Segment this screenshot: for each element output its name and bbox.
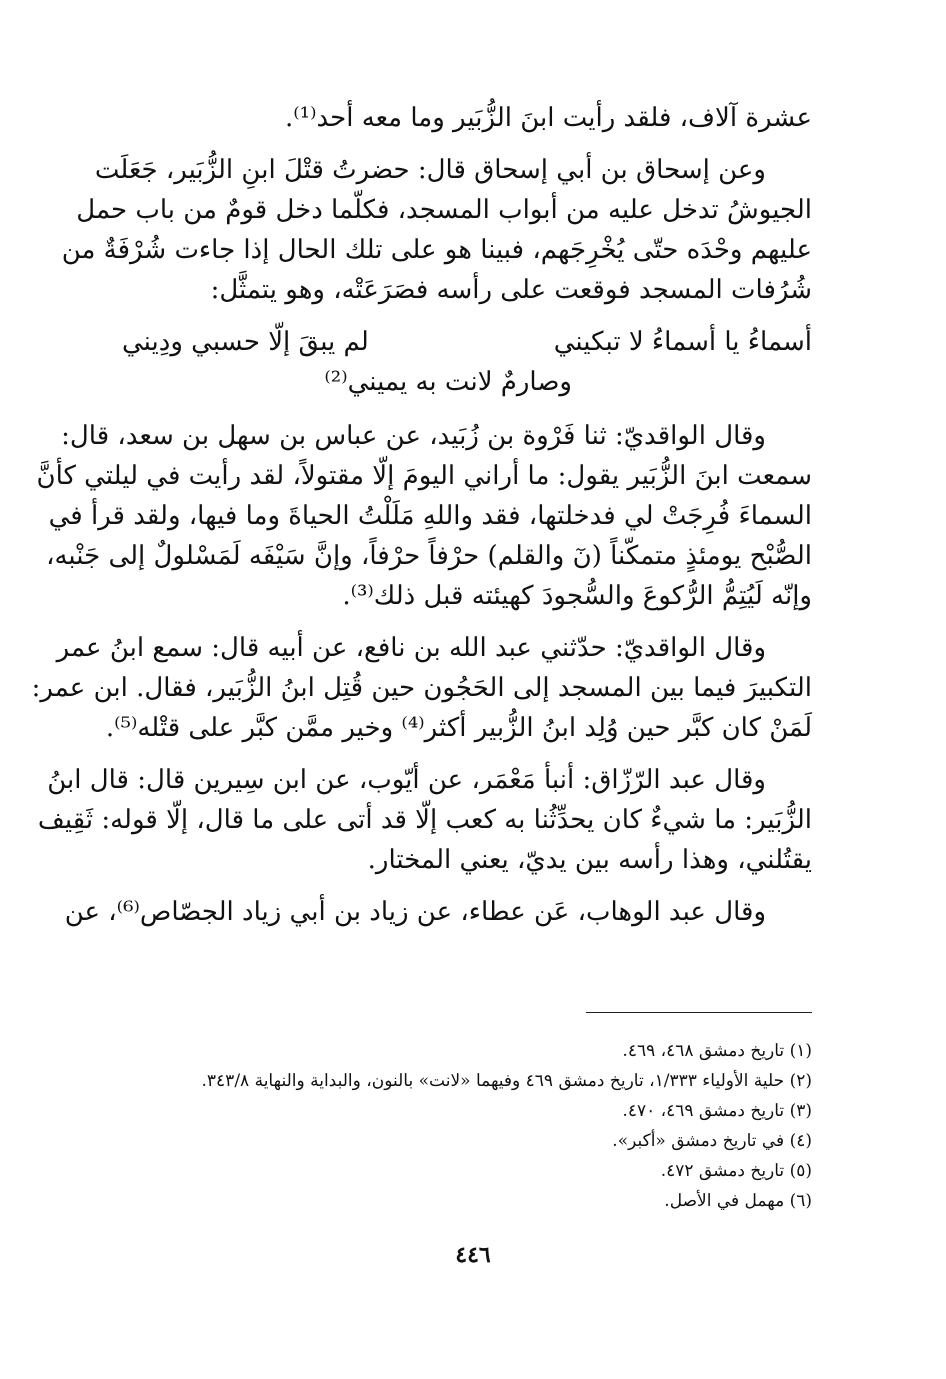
- text-line: عشرة آلاف، فلقد رأيت ابنَ الزُّبَير وما معه أحد⁽¹⁾.: [285, 103, 812, 133]
- footnote-5: (٥) تاريخ دمشق ٤٧٢.: [660, 1161, 812, 1181]
- paragraph-4: [31, 628, 812, 748]
- text-line: الصُّبْح يومئذٍ متمكّناً (نٓ والقلم) حرْفاً حرْفاً، وإنَّ سَيْفَه لَمَسْلولٌ إلى جَنْبه،: [46, 541, 812, 571]
- text-line: شُرُفات المسجد فوقعت على رأسه فصَرَعَتْه، وهو يتمثَّل:: [210, 275, 812, 305]
- verse-first-hemistich: أسماءُ يا أسماءُ لا تبكيني: [553, 327, 812, 357]
- footnote-1: (١) تاريخ دمشق ٤٦٨، ٤٦٩.: [622, 1041, 812, 1061]
- text-line: وعن إسحاق بن أبي إسحاق قال: حضرتُ قتْلَ ابنِ الزُّبَير، جَعَلَت: [94, 155, 766, 185]
- text-line: الزُّبَير: ما شيءٌ كان يحدِّثُنا به كعب إلّا قد أتى على ما قال، إلّا قوله: ثَقِيف: [37, 805, 812, 835]
- footnote-separator: [586, 1012, 812, 1013]
- text-line: يقتُلني، وهذا رأسه بين يديّ، يعني المختار.: [367, 845, 812, 875]
- text-line: وقال عبد الرّزّاق: أنبأ مَعْمَر، عن أيّوب، عن ابن سِيرين قال: قال ابنُ: [47, 765, 766, 795]
- paragraph-3: [36, 416, 812, 616]
- text-line: وقال الواقديّ: ثنا فَرْوة بن زُبَيد، عن عباس بن سهل بن سعد، قال:: [61, 421, 766, 451]
- text-line: لَمَنْ كان كبَّر حين وُلِد ابنُ الزُّبير أكثر⁽⁴⁾ وخير ممَّن كبَّر على قتْله⁽⁵⁾.: [105, 713, 812, 743]
- paragraph-5: [37, 760, 812, 880]
- footnote-2: (٢) حلية الأولياء ١/٣٣٣، تاريخ دمشق ٤٦٩ وفيهما «لانت» بالنون، والبداية والنهاية ٣٤٣/٨.: [201, 1071, 812, 1091]
- text-line: سمعت ابنَ الزُّبَير يقول: ما أراني اليومَ إلّا مقتولاً، لقد رأيت في ليلتي كأنَّ: [36, 461, 812, 491]
- verse-second-hemistich: لم يبقَ إلّا حسبي ودِيني: [122, 327, 369, 357]
- paragraph-6: [64, 892, 812, 932]
- text-line: وإنّه لَيُتِمُّ الرُّكوعَ والسُّجودَ كهيئته قبل ذلك⁽³⁾.: [342, 581, 812, 611]
- page-number: ٤٤٦: [455, 1242, 491, 1268]
- paragraph-1: [122, 98, 812, 138]
- text-line: وقال عبد الوهاب، عَن عطاء، عن زياد بن أبي زياد الجصّاص⁽⁶⁾، عن: [64, 897, 766, 927]
- footnote-3: (٣) تاريخ دمشق ٤٦٩، ٤٧٠.: [622, 1101, 812, 1121]
- text-line: عليهم وحْدَه حتّى يُخْرِجَهم، فبينا هو على تلك الحال إذا جاءت شُرْفَةٌ من: [61, 235, 812, 265]
- text-line: السماءَ فُرِجَتْ لي فدخلتها، فقد واللهِ مَلَلْتُ الحياةَ وما فيها، ولقد قرأ في: [48, 501, 812, 531]
- text-line: الجيوشُ تدخل عليه من أبواب المسجد، فكلّما دخل قومٌ من باب حمل: [76, 195, 812, 225]
- paragraph-2: [61, 150, 812, 310]
- text-line: وقال الواقديّ: حدّثني عبد الله بن نافع، عن أبيه قال: سمع ابنُ عمر: [56, 633, 766, 663]
- footnotes: [122, 1036, 812, 1216]
- footnote-4: (٤) في تاريخ دمشق «أكبر».: [612, 1131, 812, 1151]
- main-text: [31, 98, 812, 944]
- footnote-6: (٦) مهمل في الأصل.: [664, 1191, 812, 1211]
- poetry-verse: [122, 322, 812, 362]
- verse-line-2: وصارمٌ لانت به يميني⁽²⁾: [324, 367, 572, 397]
- text-line: التكبيرَ فيما بين المسجد إلى الحَجُون حين قُتِل ابنُ الزُّبَير، فقال. ابن عمر:: [31, 673, 812, 703]
